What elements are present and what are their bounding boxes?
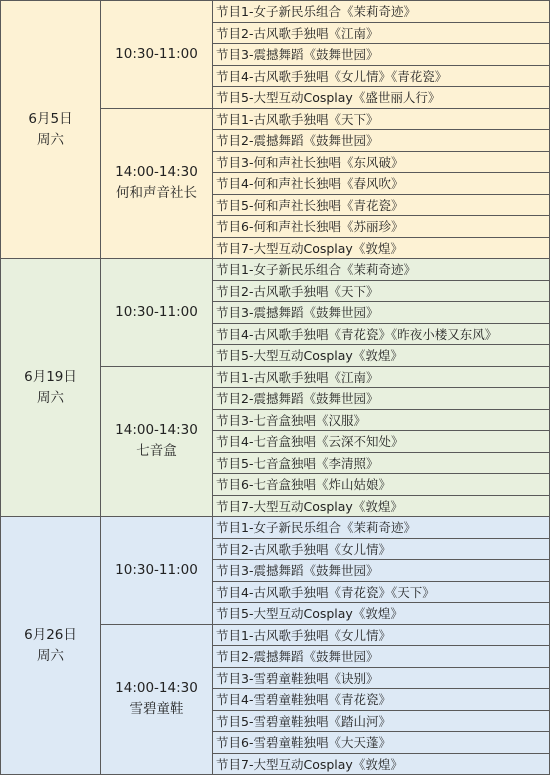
table-row [1, 517, 550, 539]
weekday-label: 周六 [37, 647, 64, 664]
time-label: 10:30-11:00 [115, 561, 198, 578]
program-item: 节目6-雪碧童鞋独唱《大天蓬》 [213, 732, 550, 754]
time-slot-cell [101, 366, 213, 517]
weekday-label: 周六 [37, 389, 64, 406]
table-row [1, 259, 550, 281]
program-item: 节目7-大型互动Cosplay《敦煌》 [213, 753, 550, 775]
program-item: 节目2-震撼舞蹈《鼓舞世园》 [213, 646, 550, 668]
date-label: 6月26日 [24, 626, 77, 643]
time-slot-cell [101, 624, 213, 775]
date-label: 6月19日 [24, 368, 77, 385]
time-slot-cell [101, 259, 213, 367]
program-item: 节目4-古风歌手独唱《女儿情》《青花瓷》 [213, 65, 550, 87]
program-item: 节目5-大型互动Cosplay《敦煌》 [213, 603, 550, 625]
date-cell [1, 1, 101, 259]
time-label: 10:30-11:00 [115, 303, 198, 320]
program-item: 节目3-震撼舞蹈《鼓舞世园》 [213, 302, 550, 324]
program-item: 节目3-震撼舞蹈《鼓舞世园》 [213, 44, 550, 66]
date-cell [1, 259, 101, 517]
program-item: 节目2-古风歌手独唱《天下》 [213, 280, 550, 302]
program-item: 节目4-古风歌手独唱《青花瓷》《昨夜小楼又东风》 [213, 323, 550, 345]
program-item: 节目3-何和声社长独唱《东风破》 [213, 151, 550, 173]
time-slot-cell [101, 1, 213, 109]
program-item: 节目2-古风歌手独唱《江南》 [213, 22, 550, 44]
time-slot-cell [101, 108, 213, 259]
schedule-body [1, 1, 550, 775]
table-row [1, 1, 550, 23]
program-item: 节目5-何和声社长独唱《青花瓷》 [213, 194, 550, 216]
host-label: 雪碧童鞋 [129, 701, 184, 718]
program-item: 节目5-大型互动Cosplay《盛世丽人行》 [213, 87, 550, 109]
program-item: 节目4-七音盒独唱《云深不知处》 [213, 431, 550, 453]
program-item: 节目1-女子新民乐组合《茉莉奇迹》 [213, 1, 550, 23]
time-label: 14:00-14:30 [115, 422, 198, 439]
program-item: 节目6-何和声社长独唱《苏丽珍》 [213, 216, 550, 238]
program-item: 节目4-古风歌手独唱《青花瓷》《天下》 [213, 581, 550, 603]
date-cell [1, 517, 101, 775]
program-item: 节目4-何和声社长独唱《春风吹》 [213, 173, 550, 195]
program-item: 节目7-大型互动Cosplay《敦煌》 [213, 237, 550, 259]
program-item: 节目2-震撼舞蹈《鼓舞世园》 [213, 388, 550, 410]
host-label: 七音盒 [136, 443, 177, 460]
date-label: 6月5日 [28, 110, 73, 127]
program-item: 节目4-雪碧童鞋独唱《青花瓷》 [213, 689, 550, 711]
program-item: 节目5-大型互动Cosplay《敦煌》 [213, 345, 550, 367]
program-item: 节目1-女子新民乐组合《茉莉奇迹》 [213, 517, 550, 539]
program-item: 节目5-七音盒独唱《李清照》 [213, 452, 550, 474]
program-item: 节目1-古风歌手独唱《女儿情》 [213, 624, 550, 646]
program-item: 节目3-七音盒独唱《汉服》 [213, 409, 550, 431]
time-label: 14:00-14:30 [115, 164, 198, 181]
program-item: 节目1-古风歌手独唱《天下》 [213, 108, 550, 130]
program-item: 节目2-古风歌手独唱《女儿情》 [213, 538, 550, 560]
program-item: 节目7-大型互动Cosplay《敦煌》 [213, 495, 550, 517]
program-item: 节目1-古风歌手独唱《江南》 [213, 366, 550, 388]
weekday-label: 周六 [37, 131, 64, 148]
host-label: 何和声音社长 [116, 185, 197, 202]
program-item: 节目2-震撼舞蹈《鼓舞世园》 [213, 130, 550, 152]
program-item: 节目1-女子新民乐组合《茉莉奇迹》 [213, 259, 550, 281]
program-item: 节目6-七音盒独唱《炸山姑娘》 [213, 474, 550, 496]
program-item: 节目5-雪碧童鞋独唱《踏山河》 [213, 710, 550, 732]
program-item: 节目3-雪碧童鞋独唱《诀别》 [213, 667, 550, 689]
time-label: 10:30-11:00 [115, 45, 198, 62]
program-item: 节目3-震撼舞蹈《鼓舞世园》 [213, 560, 550, 582]
time-label: 14:00-14:30 [115, 680, 198, 697]
time-slot-cell [101, 517, 213, 625]
